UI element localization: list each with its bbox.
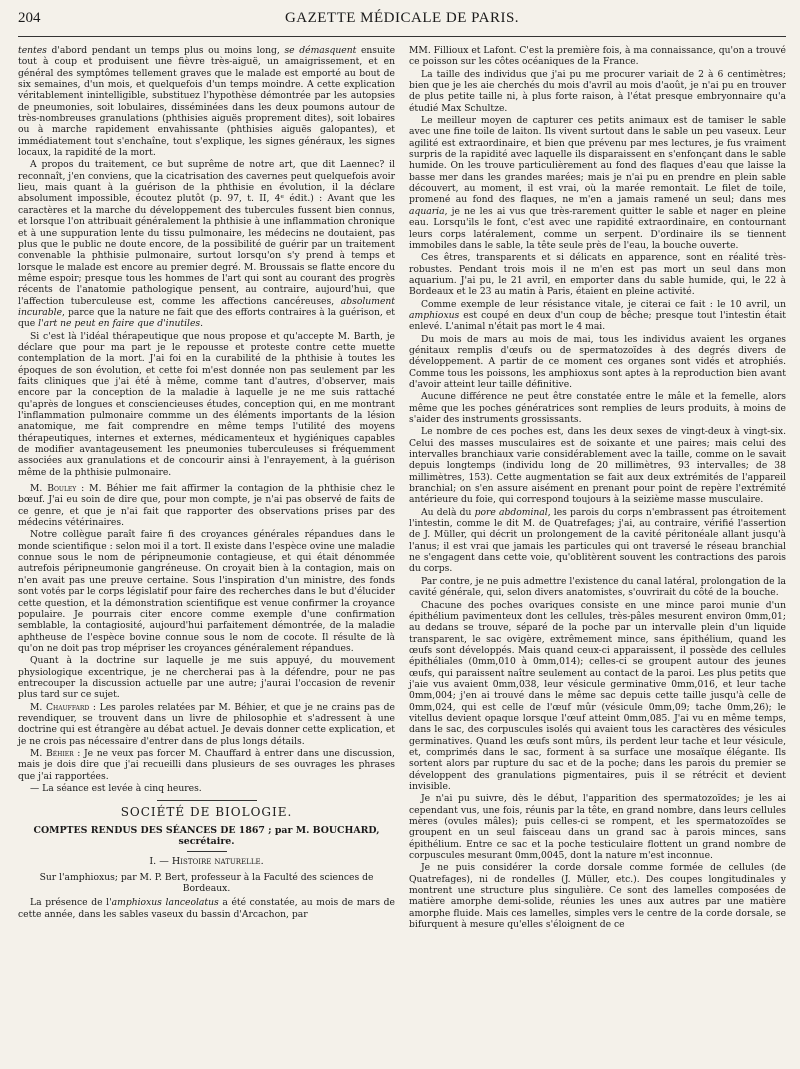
text-columns (18, 45, 786, 930)
paragraph: Par contre, je ne puis admettre l'existence du canal latéral, prolongation de la cavité générale, qui, selon divers anatomistes, s'ouvrirait du côté de la bouche. (409, 575, 786, 599)
paragraph: Du mois de mars au mois de mai, tous les individus avaient les organes génitaux remplis d'œufs ou de spermatozoïdes à des degrés divers de développement. A partir de ce moment ces organes sont vidés et atrophiés. Comme tous les poissons, les amphioxus sont aptes à la reproduction bien avant d'avoir atteint leur taille définitive. (409, 333, 786, 390)
section-divider (157, 800, 257, 801)
section-subtitle: COMPTES RENDUS DES SÉANCES DE 1867 ; par M. BOUCHARD, secrétaire. (33, 824, 380, 848)
running-head (18, 10, 786, 37)
paragraph: Je ne puis considérer la corde dorsale comme formée de cellules (de Quatrefages), ni de rondelles (J. Müller, etc.). Des coupes longitudinales y montrent une structure plus singulière. Ce sont des lamelles composées de matière amorphe demi-solide, réunies les unes aux autres par une matière amorphe fluide. Mais ces lamelles, simples vers le centre de la corde dorsale, se bifurquent à mesure qu'elles s'éloignent de ce (409, 862, 786, 931)
paragraph: Aucune différence ne peut être constatée entre le mâle et la femelle, alors même que les poches génératrices sont remplies de leurs produits, à moins de s'aider des instruments grossissants. (409, 391, 786, 425)
paragraph: Si c'est là l'idéal thérapeutique que nous propose et qu'accepte M. Barth, je déclare que pour ma part je le repousse et proteste contre cette muette contemplation de la mort. J'ai foi en la curabilité de la phthisie à toutes les époques de son évolution, et cette foi m'est donnée non pas seulement par les faits cliniques que j'ai été à même, comme tant d'autres, d'observer, mais encore par la conception de la maladie à laquelle je ne me suis rattaché qu'après de longues et consciencieuses études, conception qui, en me montrant l'inflammation pulmonaire commme un des éléments importants de la lésion anatomique, me fait comprendre en même temps l'utilité des moyens thérapeutiques, internes et externes, médicamenteux et hygiéniques capables de modifier avantageusement les pneumonies tuberculeuses si fréquemment associées aux granulations et de concourir ainsi à l'enrayement, à la guérison même de la phthisie pulmonaire. (18, 330, 395, 478)
paragraph: Je n'ai pu suivre, dès le début, l'apparition des spermatozoïdes; je les ai cependant vus, une fois, réunis par la tête, en grand nombre, dans leurs cellules mères (ovules mâles); puis celles-ci se rompent, et les spermatozoïdes se groupent en un seul faisceau dans un grand sac à parois minces, sans épithélium. Entre ce sac et la poche testiculaire flottent un grand nombre de corpuscules mesurant 0mm,0045, dont la nature m'est inconnue. (409, 793, 786, 862)
journal-title: GAZETTE MÉDICALE DE PARIS. (284, 10, 520, 26)
speaker-name: M. Béhier (30, 747, 74, 759)
paragraph: tentes d'abord pendant un temps plus ou moins long, se démasquent ensuite tout à coup et produisent une fièvre très-aiguë, un amaigrissement, et en général des symptômes tellement graves que le malade est emporté au bout de six semaines, d'un mois, et quelquefois d'un temps moindre. A cette explication véritablement inintelligible, substituez l'hypothèse démontrée par les autopsies de pneumonies, soit lobulaires, disséminées dans les deux poumons autour de très-nombreuses granulations (phthisies aiguës proprement dites), soit lobaires ou à marche rapidement envahissante (phthisies aiguës galopantes), et immédiatement tout s'enchaîne, tout s'explique, les signes généraux, les signes locaux, la rapidité de la mort. (18, 45, 396, 159)
paragraph: Comme exemple de leur résistance vitale, je citerai ce fait : le 10 avril, un amphioxus est coupé en deux d'un coup de bêche; presque tout l'intestin était enlevé. L'animal n'était pas mort le 4 mai. (409, 298, 786, 333)
paragraph: Le meilleur moyen de capturer ces petits animaux est de tamiser le sable avec une fine toile de laiton. Ils vivent surtout dans le sable un peu vaseux. Leur agilité est extraordinaire, et bien que prévenu par mes lectures, je fus vraiment surpris de la rapidité avec laquelle ils disparaissent en s'enfonçant dans le sable humide. On les trouve particulièrement au fond des flaques d'eau que laisse la basse mer dans les grandes marées; mais je n'ai pu en prendre en plein sable découvert, au moment, il est vrai, où la marée remontait. Le filet de toile, promené au fond des flaques, ne m'en a jamais ramené un seul; dans mes aquaria, je ne les ai vus que très-rarement quitter le sable et nager en pleine eau. Lorsqu'ils le font, c'est avec une rapidité extraordinaire, en contournant leurs corps latéralement, comme un serpent. D'ordinaire ils se tiennent immobiles dans le sable, la tête seule près de l'eau, la bouche ouverte. (409, 115, 786, 251)
paragraph: MM. Fillioux et Lafont. C'est la première fois, à ma connaissance, qu'on a trouvé ce poisson sur les côtes océaniques de la France. (409, 45, 786, 68)
article-heading: Sur l'amphioxus; par M. P. Bert, professeur à la Faculté des sciences de Bordeaux. (39, 871, 374, 895)
page-number: 204 (18, 10, 41, 26)
section-title: SOCIÉTÉ DE BIOLOGIE. (120, 805, 293, 820)
paragraph: M. Béhier : Je ne veux pas forcer M. Chauffard à entrer dans une discussion, mais je dois dire que j'ai recueilli dans plusieurs de ses ouvrages les phrases que j'ai rapportées. (18, 747, 395, 782)
rubric-divider (187, 851, 227, 852)
paragraph: Quant à la doctrine sur laquelle je me suis appuyé, du mouvement physiologique excentrique, je ne chercherai pas à la défendre, pour ne pas entrecouper la discussion actuelle par une autre; j'aurai l'occasion de revenir plus tard sur ce sujet. (18, 655, 395, 701)
paragraph: Ces êtres, transparents et si délicats en apparence, sont en réalité très-robustes. Pendant trois mois il ne m'en est pas mort un seul dans mon aquarium. J'ai pu, le 21 avril, en emporter dans du sable humide, qui, le 22 à Bordeaux et le 23 au matin à Paris, étaient en pleine activité. (409, 252, 786, 298)
paragraph: La présence de l'amphioxus lanceolatus a été constatée, au mois de mars de cette année, dans les sables vaseux du bassin d'Arcachon, par (18, 897, 395, 920)
rubric: I. — Histoire naturelle. (149, 856, 264, 868)
closing-line: — La séance est levée à cinq heures. (30, 783, 202, 794)
paragraph: Au delà du pore abdominal, les parois du corps n'embrassent pas étroitement l'intestin, comme le dit M. de Quatrefages; j'ai, au contraire, vérifié l'assertion de J. Müller, qui décrit un prolongement de la cavité péritonéale allant jusqu'à l'anus; il est vrai que jamais les particules qui ont traversé le réseau branchial ne s'engagent dans cette voie, qu'oblitèrent souvent les contractions des parois du corps. (409, 506, 786, 575)
speaker-name: M. Bouley (30, 483, 77, 495)
paragraph: Chacune des poches ovariques consiste en une mince paroi munie d'un épithélium pavimenteux dont les cellules, très-pâles mesurent environ 0mm,01; au dedans se trouve, séparé de la poche par un intervalle plein d'un liquide transparent, le sac ovigère, extrêmement mince, sans épithélium, quand les œufs sont développés. Mais quand ceux-ci apparaissent, il possède des cellules épithéliales (0mm,010 à 0mm,014); celles-ci se groupent autour des jeunes œufs, qui paraissent naître seulement au contact de la paroi. Les plus petits que j'aie vus avaient 0mm,038, leur vésicule germinative 0mm,016, et leur tache 0mm,004; j'en ai trouvé dans le même sac depuis cette taille jusqu'à celle de 0mm,024, qui est celle de l'œuf mûr (vésicule 0mm,09; tache 0mm,26); le vitellus devient opaque lorsque l'œuf atteint 0mm,085. J'ai vu en même temps, dans le sac, des corpuscules isolés qui avaient tous les caractères des vésicules germinatives. Quand les œufs sont mûrs, ils perdent leur tache et leur vésicule, et, comprimés dans le sac, forment à sa surface une mosaïque élégante. Ils sortent alors par rupture du sac et de la poche; dans les parois du premier se développent des granulations pigmentaires, puis il se rétrécit et devient invisible. (409, 599, 786, 792)
speaker-name: M. Chauffard (30, 701, 90, 713)
paragraph: M. Chauffard : Les paroles relatées par M. Béhier, et que je ne crains pas de revendiquer, se trouvent dans un livre de philosophie et s'adressent à une doctrine qui est étrangère au débat actuel. Je devais donner cette explication, et je ne crois pas nécessaire d'entrer dans de plus longs détails. (18, 701, 395, 747)
paragraph: Le nombre de ces poches est, dans les deux sexes de vingt-deux à vingt-six. Celui des masses musculaires est de soixante et une paires; mais celui des intervalles branchiaux varie considérablement avec la taille, comme on le savait depuis longtemps (individu long de 20 millimètres, 93 intervalles; de 38 millimètres, 153). Cette augmentation se fait aux deux extrémités de l'appareil branchial; on s'en assure aisément en prenant pour point de repère l'extrémité antérieure du foie, qui correspond toujours à la seizième masse musculaire. (409, 426, 786, 506)
paragraph: A propos du traitement, ce but suprême de notre art, que dit Laennec? il reconnaît, j'en conviens, que la cicatrisation des cavernes peut quelquefois avoir lieu, mais quant à la guérison de la phthisie en évolution, il la déclare absolument impossible, écoutez plutôt (p. 97, t. II, 4ᵉ édit.) : Avant que les caractères et la marche du développement des tubercules fussent bien connus, et lorsque l'on attribuait généralement la phthisie à une inflammation chronique et à une suppuration lente du tissu pulmonaire, les médecins ne doutaient, pas plus que le public ne doute encore, de la possibilité de guérir par un traitement convenable la phthisie pulmonaire, surtout lorsqu'on s'y prend à temps et lorsque le malade est encore au premier degré. M. Broussais se flatte encore du même espoir; presque tous les hommes de l'art qui sont au courant des progrès récents de l'anatomie pathologique pensent, au contraire, aujourd'hui, que l'affection tuberculeuse est, comme les affections cancéreuses, absolument incurable, parce que la nature ne fait que des efforts contraires à la guérison, et que l'art ne peut en faire que d'inutiles. (18, 159, 395, 330)
paragraph: M. Bouley : M. Béhier me fait affirmer la contagion de la phthisie chez le bœuf. J'ai eu soin de dire que, pour mon compte, je n'ai pas observé de faits de ce genre, et que je n'ai fait que rapporter des observations prises par des médecins vétérinaires. (18, 483, 395, 529)
paragraph: La taille des individus que j'ai pu me procurer variait de 2 à 6 centimètres; bien que je les aie cherchés du mois d'avril au mois d'août, je n'ai pu en trouver de plus petite taille ni, à plus forte raison, à l'état presque embryonnaire qu'a étudié Max Schultze. (409, 68, 786, 114)
paragraph: Notre collègue paraît faire fi des croyances générales répandues dans le monde scientifique : selon moi il a tort. Il existe dans l'espèce ovine une maladie connue sous le nom de péripneumonie contagieuse, et qui était dénommée autrefois péripneumonie gangréneuse. On croyait bien à la contagion, mais on n'en avait pas une preuve certaine. Sous l'inspiration d'un ministre, des fonds sont votés par le corps législatif pour faire des recherches dans le but d'élucider cette question, et la démonstration scientifique est venue confirmer la croyance populaire. Je pourrais citer encore comme exemple d'une confirmation semblable, la contagiosité, aujourd'hui parfaitement démontrée, de la maladie aphtheuse de l'espèce bovine connue sous le nom de cocote. Il résulte de là qu'on ne doit pas trop mépriser les croyances généralement répandues. (18, 529, 395, 654)
right-column (409, 45, 786, 930)
left-column (18, 45, 395, 930)
